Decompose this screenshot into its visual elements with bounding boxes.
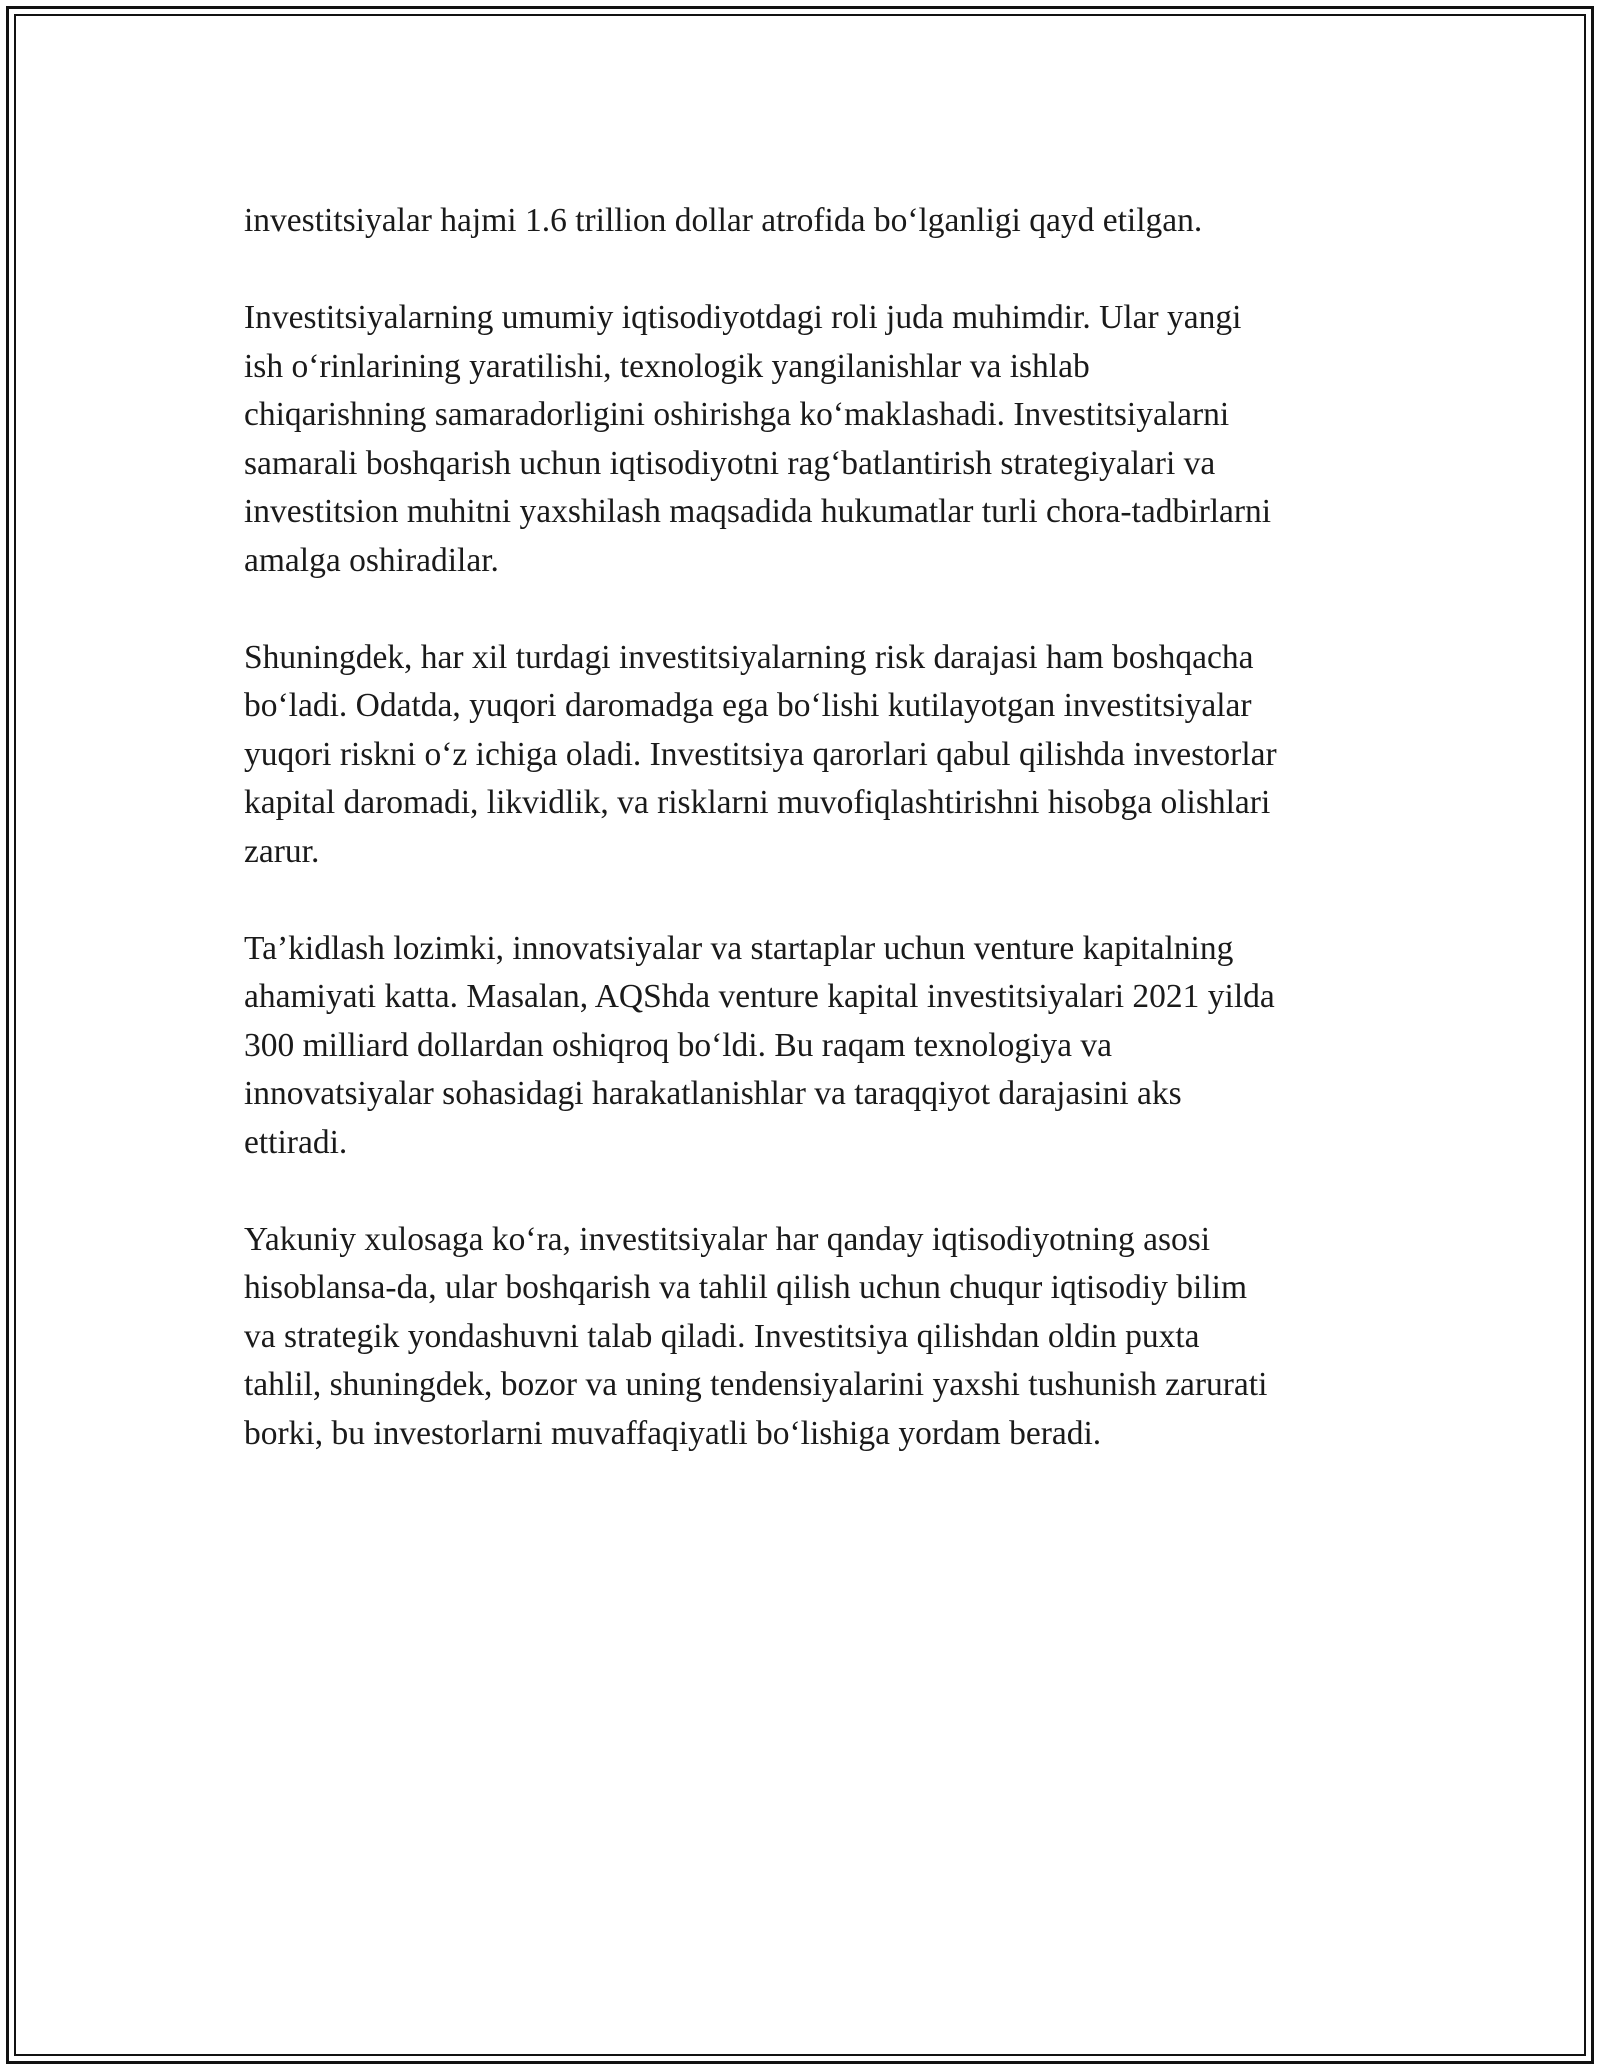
text-line: investitsiyalar hajmi 1.6 trillion dollar atrofida bo‘lganligi qayd etilgan. — [244, 202, 1203, 239]
text-line: hisoblansa-da, ular boshqarish va tahlil qilish uchun chuqur iqtisodiy bilim — [244, 1269, 1248, 1306]
text-line: Investitsiyalarning umumiy iqtisodiyotdagi roli juda muhimdir. Ular yangi — [244, 299, 1242, 336]
text-line: tahlil, shuningdek, bozor va uning tendensiyalarini yaxshi tushunish zarurati — [244, 1366, 1268, 1403]
page-frame — [6, 6, 1594, 2064]
text-line: Shuningdek, har xil turdagi investitsiyalarning risk darajasi ham boshqacha — [244, 638, 1254, 676]
text-line: ahamiyati katta. Masalan, AQShda venture kapital investitsiyalari 2021 yilda — [244, 978, 1275, 1015]
text-line: ish o‘rinlarining yaratilishi, texnologik yangilanishlar va ishlab — [244, 347, 1090, 385]
paragraph-5 — [244, 1216, 1384, 1459]
text-line: chiqarishning samaradorligini oshirishga ko‘maklashadi. Investitsiyalarni — [244, 396, 1230, 433]
text-line: va strategik yondashuvni talab qiladi. Investitsiya qilishdan oldin puxta — [244, 1317, 1200, 1355]
text-line: bo‘ladi. Odatda, yuqori daromadga ega bo‘lishi kutilayotgan investitsiyalar — [244, 687, 1252, 724]
text-line: kapital daromadi, likvidlik, va risklarni muvofiqlashtirishni hisobga olishlari — [244, 784, 1271, 821]
text-line: zarur. — [244, 832, 320, 870]
text-line: Ta’kidlash lozimki, innovatsiyalar va startaplar uchun venture kapitalning — [244, 929, 1234, 967]
paragraph-3 — [244, 634, 1384, 877]
paragraph-4 — [244, 925, 1384, 1168]
text-line: Yakuniy xulosaga ko‘ra, investitsiyalar har qanday iqtisodiyotning asosi — [244, 1220, 1211, 1258]
text-line: investitsion muhitni yaxshilash maqsadida hukumatlar turli chora-tadbirlarni — [244, 493, 1272, 530]
paragraph-2 — [244, 294, 1384, 585]
text-line: innovatsiyalar sohasidagi harakatlanishlar va taraqqiyot darajasini aks — [244, 1075, 1182, 1112]
text-line: 300 milliard dollardan oshiqroq bo‘ldi. Bu raqam texnologiya va — [244, 1026, 1113, 1064]
document-body — [244, 197, 1384, 1507]
text-line: borki, bu investorlarni muvaffaqiyatli bo‘lishiga yordam beradi. — [244, 1414, 1102, 1452]
text-line: amalga oshiradilar. — [244, 541, 499, 579]
text-line: samarali boshqarish uchun iqtisodiyotni rag‘batlantirish strategiyalari va — [244, 444, 1216, 482]
text-line: ettiradi. — [244, 1123, 348, 1161]
paragraph-1 — [244, 197, 1384, 246]
text-line: yuqori riskni o‘z ichiga oladi. Investitsiya qarorlari qabul qilishda investorlar — [244, 735, 1277, 773]
